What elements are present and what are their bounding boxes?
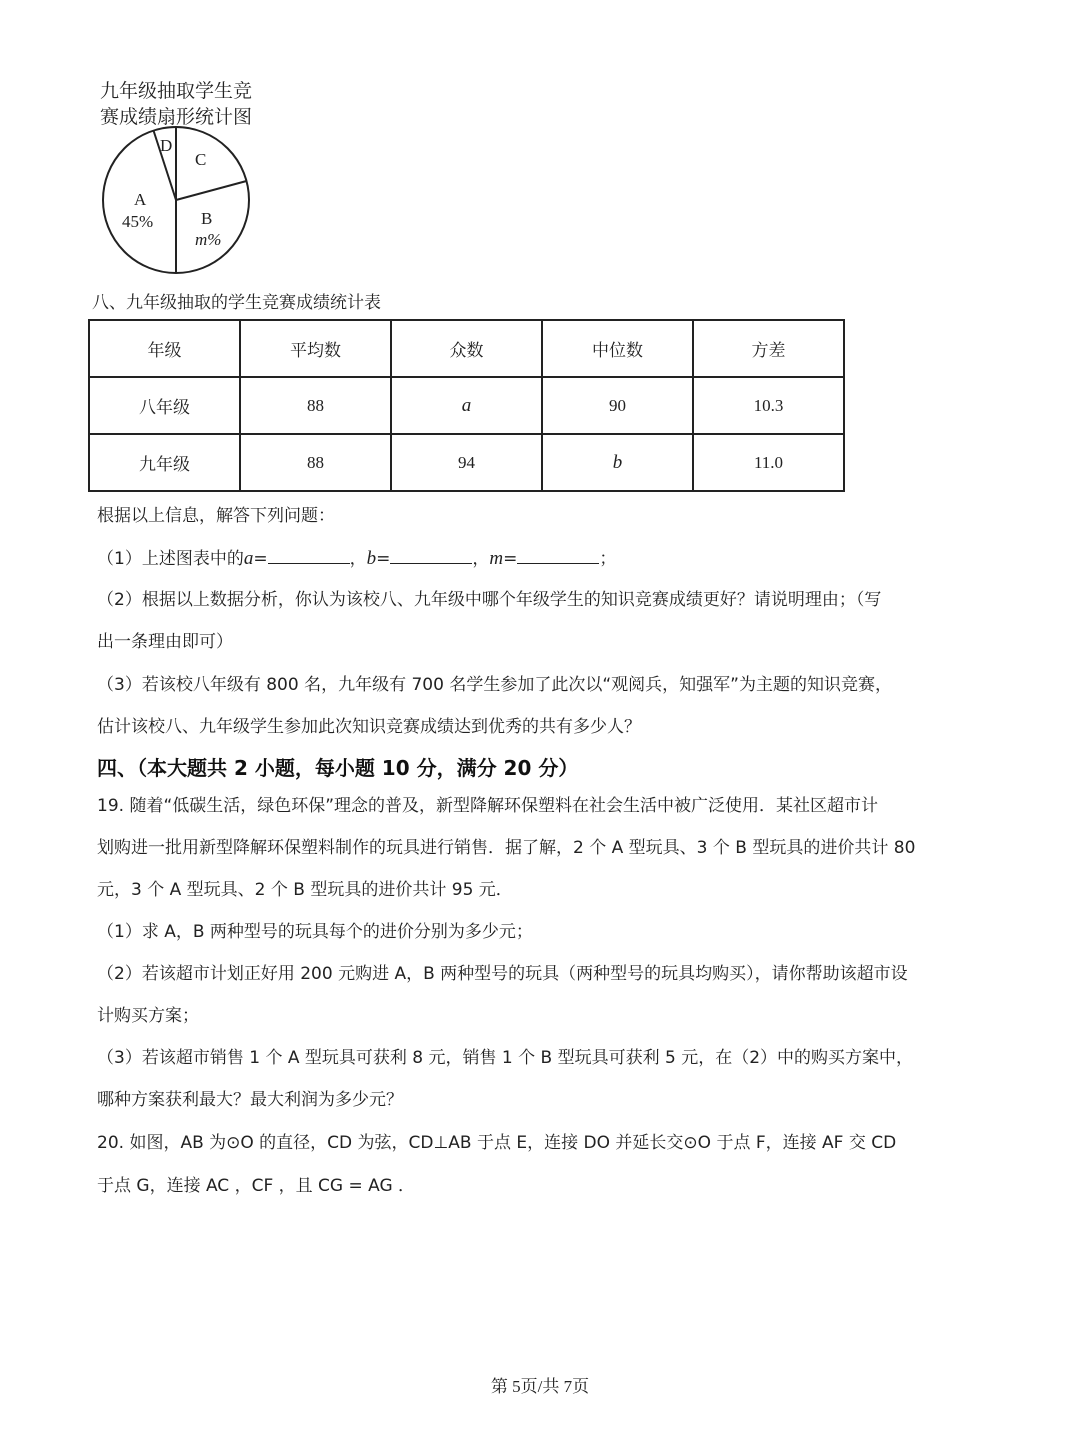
table-cell-median: b <box>542 434 693 491</box>
table-title: 八、九年级抽取的学生竞赛成绩统计表 <box>92 293 381 313</box>
pie-slice-a-value: 45% <box>122 212 154 231</box>
var-a: a <box>243 548 254 569</box>
answer-blank-b[interactable] <box>390 546 472 564</box>
q20-line2: 于点 G，连接 AC ，CF ，且 CG = AG ． <box>97 1176 416 1196</box>
comma: ， <box>472 549 490 569</box>
q19-part3-line1: （3）若该超市销售 1 个 A 型玩具可获利 8 元，销售 1 个 B 型玩具可获利 5 元，在（2）中的购买方案中， <box>97 1048 914 1068</box>
table-row <box>89 377 844 434</box>
semicolon: ； <box>599 549 617 569</box>
page-number: 第 5页/共 7页 <box>490 1377 590 1396</box>
table-cell-variance: 10.3 <box>693 377 844 434</box>
pie-chart-graphic <box>100 125 254 277</box>
table-header-cell: 方差 <box>693 320 844 377</box>
section-heading: 四、（本大题共 2 小题，每小题 10 分，满分 20 分） <box>97 756 579 780</box>
q19-line1: 19. 随着“低碳生活，绿色环保”理念的普及，新型降解环保塑料在社会生活中被广泛使用．某社区超市计 <box>97 796 879 816</box>
table-cell-mean: 88 <box>240 434 391 491</box>
table-cell-mean: 88 <box>240 377 391 434</box>
q19-part2-line2: 计购买方案； <box>97 1006 199 1026</box>
q18-part1 <box>97 546 616 571</box>
q19-part1: （1）求 A，B 两种型号的玩具每个的进价分别为多少元； <box>97 922 533 942</box>
equals-sign: = <box>503 549 518 569</box>
table-cell-mode: 94 <box>391 434 542 491</box>
q18-part3-line2: 估计该校八、九年级学生参加此次知识竞赛成绩达到优秀的共有多少人？ <box>97 717 641 737</box>
pie-slice-b-value: m% <box>195 230 222 249</box>
q18-intro: 根据以上信息，解答下列问题： <box>97 506 335 526</box>
var-b: b <box>366 548 377 569</box>
pie-chart-title-line1: 九年级抽取学生竞 <box>100 80 253 102</box>
q18-part2-line2: 出一条理由即可） <box>97 632 233 652</box>
pie-chart <box>100 125 254 277</box>
q19-line2: 划购进一批用新型降解环保塑料制作的玩具进行销售．据了解，2 个 A 型玩具、3 个 B 型玩具的进价共计 80 <box>97 838 916 858</box>
table-cell-grade: 九年级 <box>89 434 240 491</box>
table-header-cell: 年级 <box>89 320 240 377</box>
q19-part2-line1: （2）若该超市计划正好用 200 元购进 A，B 两种型号的玩具（两种型号的玩具均购买），请你帮助该超市设 <box>97 964 908 984</box>
table-cell-variance: 11.0 <box>693 434 844 491</box>
table-cell-grade: 八年级 <box>89 377 240 434</box>
pie-slice-a-label: A <box>134 190 147 209</box>
comma: ， <box>349 549 367 569</box>
table-row <box>89 434 844 491</box>
table-cell-median: 90 <box>542 377 693 434</box>
equals-sign: = <box>376 549 391 569</box>
pie-chart-title-line2: 赛成绩扇形统计图 <box>100 106 253 128</box>
answer-blank-a[interactable] <box>268 546 350 564</box>
pie-slice-c-label: C <box>195 150 207 169</box>
q18-part1-prefix: （1）上述图表中的 <box>97 549 244 569</box>
q19-line3: 元，3 个 A 型玩具、2 个 B 型玩具的进价共计 95 元． <box>97 880 513 900</box>
table-header-cell: 众数 <box>391 320 542 377</box>
stats-table <box>88 319 845 492</box>
var-m: m <box>489 548 504 569</box>
q18-part3-line1: （3）若该校八年级有 800 名，九年级有 700 名学生参加了此次以“观阅兵，知强军”为主题的知识竞赛， <box>97 675 892 695</box>
answer-blank-m[interactable] <box>517 546 599 564</box>
pie-slice-d-label: D <box>160 136 173 155</box>
equals-sign: = <box>253 549 268 569</box>
pie-chart-title <box>100 78 252 130</box>
table-header-cell: 平均数 <box>240 320 391 377</box>
q18-part2-line1: （2）根据以上数据分析，你认为该校八、九年级中哪个年级学生的知识竞赛成绩更好？请说明理由；（写 <box>97 590 882 610</box>
pie-slice-b-label: B <box>201 209 213 228</box>
table-cell-mode: a <box>391 377 542 434</box>
q19-part3-line2: 哪种方案获利最大？最大利润为多少元？ <box>97 1090 403 1110</box>
table-header-row <box>89 320 844 377</box>
table-header-cell: 中位数 <box>542 320 693 377</box>
q20-line1: 20. 如图，AB 为⊙O 的直径，CD 为弦，CD⊥AB 于点 E，连接 DO 并延长交⊙O 于点 F，连接 AF 交 CD <box>97 1133 897 1153</box>
